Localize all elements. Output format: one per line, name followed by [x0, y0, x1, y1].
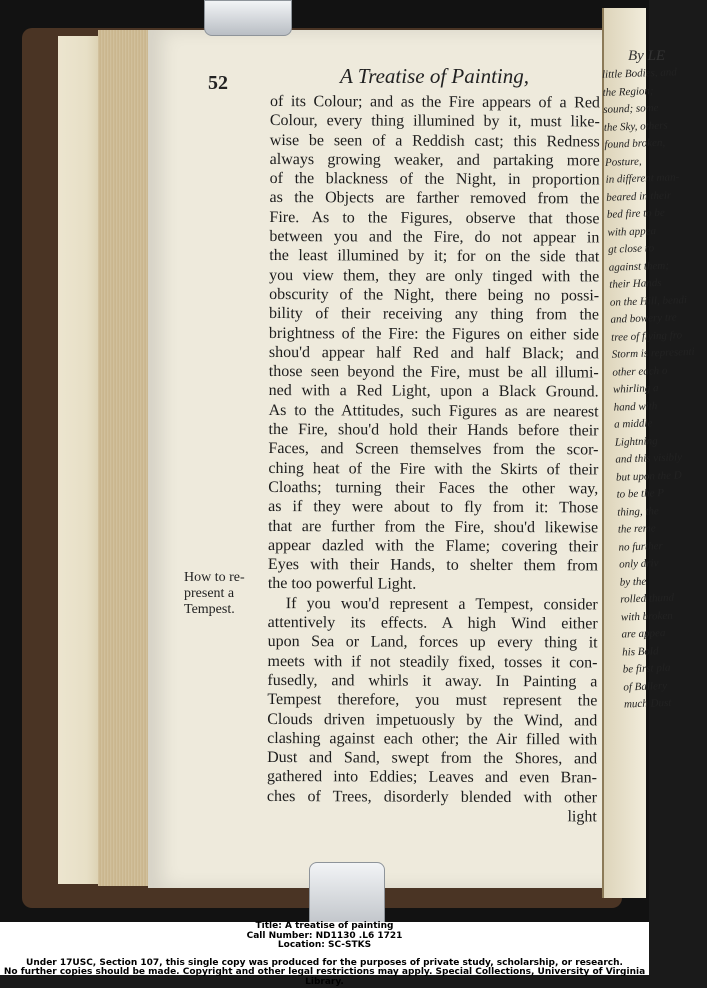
text-line: Eyes with their Hands, to shelter them from: [267, 556, 598, 575]
facing-page-line: are appea: [621, 627, 666, 641]
facing-page-line: the reme: [617, 522, 656, 536]
text-line: obscurity of the Night, there being no possi-: [269, 285, 600, 305]
facing-page-line: a middle: [613, 417, 653, 431]
facing-page-line: against them;: [608, 259, 670, 274]
text-line: ned with a Red Light, upon a Black Ground.: [268, 382, 599, 401]
facing-page-line: beared in their: [606, 189, 672, 204]
footer-location: Location: SC-STKS: [277, 940, 372, 951]
facing-page-line: but upon the D: [615, 468, 682, 484]
facing-page-line: found broken,: [604, 136, 666, 151]
facing-page-line: on the Hill, bendi: [609, 293, 688, 309]
text-line: Cloaths; turning their Faces the other way,: [268, 478, 599, 498]
footer-notice: Under 17USC, Section 107, this single copy was produced for the purposes of private study, scholarship, or research.: [26, 957, 623, 968]
text-line: always growing weaker, and partaking more: [269, 150, 600, 170]
facing-page-line: Lightning: [614, 434, 658, 449]
facing-page-text: [601, 65, 695, 714]
body-text: [267, 92, 600, 827]
facing-page-line: by the: [619, 575, 647, 589]
facing-page-header: By LE: [628, 48, 666, 64]
text-line: you view them, they are only tinged with the: [269, 266, 600, 286]
facing-page-line: little Bodies, and: [601, 66, 678, 81]
text-line: of its Colour; and as the Fire appears of a Red: [269, 92, 600, 112]
text-line: Dust and Sand, swept from the Shores, and: [267, 749, 598, 768]
text-line: light: [567, 808, 597, 826]
margin-note-line: present a: [184, 586, 235, 601]
facing-page-line: hand with: [613, 399, 658, 414]
text-line: of the blackness of the Night, in proportion: [269, 170, 600, 189]
facing-page-line: gt close ro: [607, 242, 655, 256]
facing-page-line: be first pla: [622, 661, 671, 676]
text-line: Fire. As to the Figures, observe that those: [269, 208, 600, 228]
facing-page-line: their Hands: [609, 276, 662, 291]
margin-note-line: How to re-: [184, 570, 245, 585]
facing-page-line: and this visibly: [615, 451, 683, 466]
text-line: the too powerful Light.: [267, 575, 417, 594]
margin-note-line: Tempest.: [184, 602, 235, 617]
text-line: appear dazled with the Flame; covering their: [267, 536, 599, 556]
page-edges: [98, 30, 151, 886]
text-line: shou'd appear half Red and half Black; and: [268, 343, 599, 363]
facing-page-line: and bowery tre: [610, 311, 677, 326]
facing-page-line: with broken: [620, 609, 673, 624]
facing-page-line: with appea: [607, 224, 657, 239]
text-line: brightness of the Fire: the Figures on either side: [268, 324, 599, 344]
facing-page: [601, 8, 695, 898]
text-line: meets with if not steadily fixed, tosses it con-: [267, 652, 598, 672]
text-line: bility of their receiving any thing from the: [268, 305, 600, 324]
text-line: As to the Attitudes, such Figures as are nearest: [268, 401, 599, 421]
text-line: between you and the Fire, do not appear in: [269, 228, 600, 247]
facing-page-line: to be the P: [616, 486, 665, 501]
facing-page-line: bed fire to be: [606, 206, 666, 221]
facing-page-line: whirling a: [612, 382, 659, 396]
text-line: upon Sea or Land, forces up every thing it: [267, 633, 598, 652]
footer-call-number: Call Number: ND1130 .L6 1721: [246, 930, 403, 941]
running-head: A Treatise of Painting,: [340, 64, 530, 88]
footer-notice: No further copies should be made. Copyright and other legal restrictions may apply. Special Collections, University of Virginia Library.: [3, 967, 646, 987]
text-line: fusedly, and whirls it away. In Painting a: [267, 671, 598, 691]
facing-page-line: much Dust: [623, 696, 672, 711]
text-line: attentively its effects. A high Wind either: [267, 614, 598, 633]
facing-page-line: his Bold: [621, 644, 659, 659]
scan-footer: [0, 921, 649, 987]
page-clip-top: [204, 0, 292, 36]
text-line: clashing against each other; the Air filled with: [267, 729, 598, 749]
facing-page-line: only driv: [618, 557, 659, 571]
text-line: as if they were about to fly from it: Those: [268, 498, 599, 517]
text-line: as the Objects are farther removed from the: [269, 189, 600, 208]
text-line: gathered into Eddies; Leaves and even Bran-: [266, 768, 598, 787]
text-line: Clouds driven impetuously by the Wind, and: [267, 710, 598, 729]
text-line: that are further from the Fire, shou'd likewise: [268, 517, 599, 536]
footer-title: Title: A treatise of painting: [255, 921, 394, 931]
page-clip-bottom: [309, 862, 385, 924]
facing-page-line: no further: [618, 539, 663, 554]
facing-page-line: the Sky, others: [603, 119, 668, 134]
margin-note: [184, 570, 264, 618]
text-line: ching heat of the Fire with the Skirts of their: [268, 459, 599, 479]
facing-page-line: of Ballery: [623, 679, 668, 694]
page-number: 52: [208, 72, 228, 94]
facing-page-line: Storm is representi: [611, 345, 695, 361]
facing-page-line: the Region;: [602, 84, 654, 99]
facing-page-line: tree of flying fro: [610, 328, 683, 344]
text-line: Tempest therefore, you must represent the: [267, 691, 598, 710]
facing-page-line: sound; some: [603, 101, 659, 116]
text-line: the least illumined by it; for on the side that: [269, 247, 600, 266]
facing-page-line: Posture,: [604, 155, 642, 169]
facing-page-line: other each o: [612, 364, 668, 379]
facing-page-line: rolled thund: [620, 591, 675, 606]
text-line: Colour, every thing illumined by it, must like-: [269, 112, 600, 131]
facing-page-line: thing, the: [617, 504, 660, 519]
facing-page-line: in different man-: [605, 171, 680, 186]
text-line: the Fire, shou'd hold their Hands before their: [268, 421, 599, 440]
text-line: If you wou'd represent a Tempest, consider: [285, 594, 598, 614]
text-line: wise be seen of a Reddish cast; this Redness: [269, 131, 600, 151]
text-line: those seen beyond the Fire, must be all illumi-: [268, 363, 599, 382]
text-line: ches of Trees, disorderly blended with other: [266, 787, 597, 807]
text-line: Faces, and Screen themselves from the scor-: [268, 440, 599, 459]
